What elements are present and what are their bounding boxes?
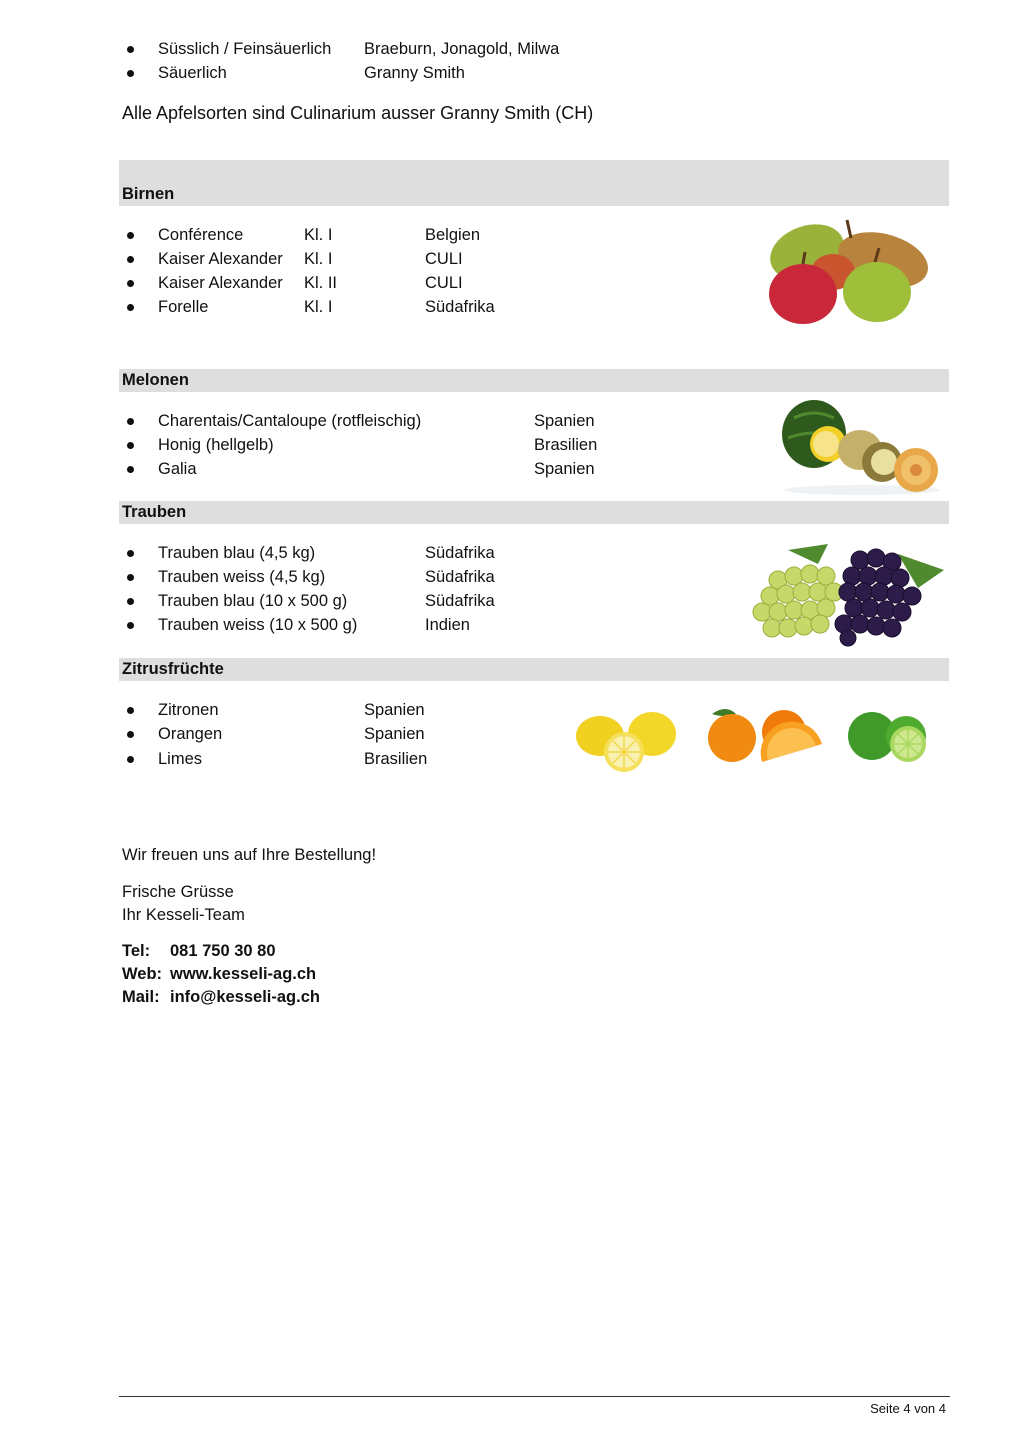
product-name: Kaiser Alexander: [158, 250, 283, 268]
bullet: [127, 707, 134, 714]
footer-divider: [119, 1396, 950, 1397]
mail-link[interactable]: info@kesseli-ag.ch: [170, 988, 320, 1006]
product-origin: Spanien: [534, 412, 595, 430]
bullet: [127, 622, 134, 629]
product-origin: Indien: [425, 616, 470, 634]
product-origin: Spanien: [364, 701, 425, 719]
product-class: Kl. II: [304, 274, 338, 292]
bullet: [127, 304, 134, 311]
product-origin: Brasilien: [534, 436, 598, 454]
product-name: Zitronen: [158, 701, 219, 719]
section-bar-trauben: [119, 501, 949, 524]
web-link[interactable]: www.kesseli-ag.ch: [170, 965, 317, 983]
product-name: Honig (hellgelb): [158, 436, 274, 454]
product-name: Trauben weiss (10 x 500 g): [158, 616, 358, 634]
greeting-line-1: Frische Grüsse: [122, 883, 234, 901]
bullet: [127, 598, 134, 605]
contact-web: [122, 965, 317, 984]
bullet: [127, 256, 134, 263]
contact-tel: [122, 942, 276, 961]
product-name: Conférence: [158, 226, 244, 244]
bullet: [127, 574, 134, 581]
section-title-birnen: Birnen: [122, 185, 175, 203]
apple-varieties: Granny Smith: [364, 64, 465, 82]
product-origin: Spanien: [534, 460, 595, 478]
apple-taste: Säuerlich: [158, 64, 227, 82]
apple-varieties: Braeburn, Jonagold, Milwa: [364, 40, 560, 58]
bullet: [127, 418, 134, 425]
apple-note: Alle Apfelsorten sind Culinarium ausser Granny Smith (CH): [122, 103, 594, 123]
bullet: [127, 466, 134, 473]
bullet: [127, 442, 134, 449]
product-name: Trauben blau (10 x 500 g): [158, 592, 348, 610]
bullet: [127, 46, 134, 53]
product-name: Limes: [158, 750, 203, 768]
section-bar-birnen: [119, 160, 949, 206]
bullet: [127, 280, 134, 287]
product-name: Charentais/Cantaloupe (rotfleischig): [158, 412, 422, 430]
product-origin: Südafrika: [425, 544, 495, 562]
bullet: [127, 550, 134, 557]
product-name: Orangen: [158, 725, 223, 743]
product-name: Kaiser Alexander: [158, 274, 283, 292]
product-class: Kl. I: [304, 298, 333, 316]
bullet: [127, 756, 134, 763]
section-bar-zitrus: [119, 658, 949, 681]
product-name: Galia: [158, 460, 197, 478]
contact-mail: [122, 988, 320, 1007]
melons-image: [780, 398, 942, 496]
product-origin: Spanien: [364, 725, 425, 743]
oranges-image: [692, 704, 828, 770]
section-bar-melonen: [119, 369, 949, 392]
closing-line: Wir freuen uns auf Ihre Bestellung!: [122, 846, 377, 864]
page-number: Seite 4 von 4: [870, 1401, 946, 1416]
product-class: Kl. I: [304, 250, 333, 268]
product-origin: CULI: [425, 274, 463, 292]
section-title-melonen: Melonen: [122, 371, 189, 389]
product-origin: Südafrika: [425, 568, 495, 586]
bullet: [127, 731, 134, 738]
product-origin: CULI: [425, 250, 463, 268]
product-origin: Südafrika: [425, 592, 495, 610]
tel-label: Tel:: [122, 942, 151, 960]
apple-taste: Süsslich / Feinsäuerlich: [158, 40, 332, 58]
section-title-trauben: Trauben: [122, 503, 187, 521]
bullet: [127, 232, 134, 239]
pears-image: [755, 212, 941, 327]
bullet: [127, 70, 134, 77]
product-origin: Brasilien: [364, 750, 428, 768]
tel-value: 081 750 30 80: [170, 942, 276, 960]
limes-image: [846, 706, 932, 768]
lemons-image: [574, 704, 678, 774]
product-origin: Südafrika: [425, 298, 495, 316]
product-class: Kl. I: [304, 226, 333, 244]
grapes-image: [748, 540, 948, 646]
product-name: Forelle: [158, 298, 209, 316]
greeting-line-2: Ihr Kesseli-Team: [122, 906, 245, 924]
product-name: Trauben blau (4,5 kg): [158, 544, 316, 562]
section-title-zitrus: Zitrusfrüchte: [122, 660, 224, 678]
web-label: Web:: [122, 965, 163, 983]
mail-label: Mail:: [122, 988, 160, 1006]
product-origin: Belgien: [425, 226, 481, 244]
product-name: Trauben weiss (4,5 kg): [158, 568, 326, 586]
